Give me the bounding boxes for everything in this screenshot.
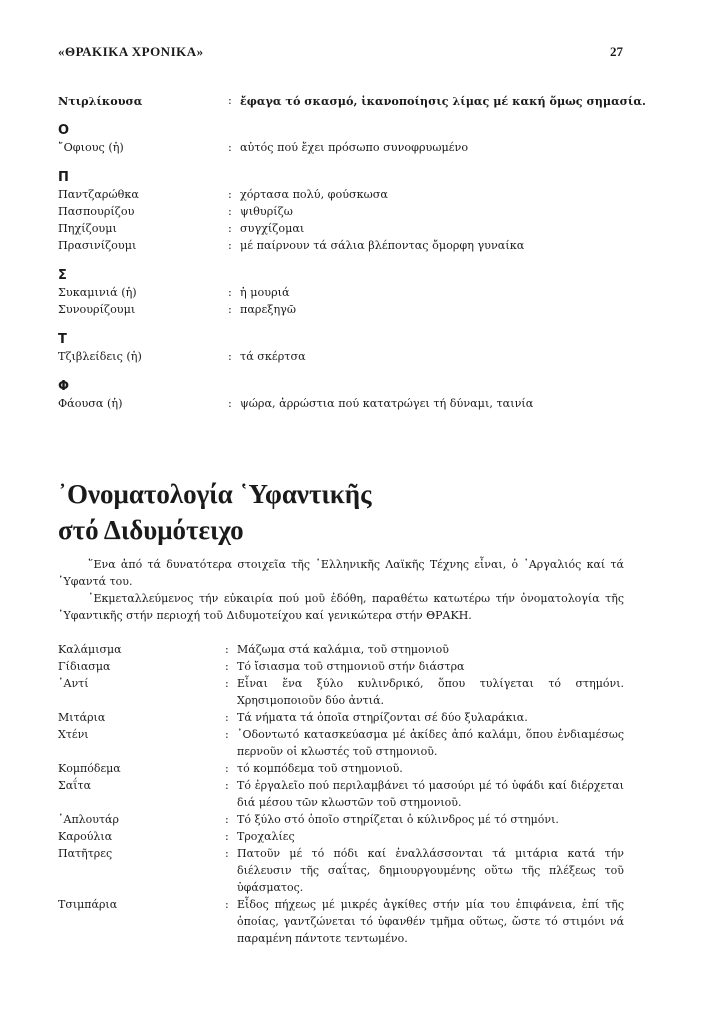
entry-term: Πρασινίζουμι bbox=[58, 239, 137, 252]
weaving-terms-list bbox=[58, 641, 624, 947]
article-intro bbox=[58, 556, 624, 624]
entry-term: Συνουρίζουμι bbox=[58, 303, 136, 316]
entry-colon: : bbox=[228, 397, 232, 410]
glossary-entry bbox=[58, 188, 628, 205]
term-definition: Τό ξύλο στό ὁποῖο στηρίζεται ὁ κύλινδρος μέ τό στημόνι. bbox=[237, 813, 559, 826]
entry-term: Φάουσα (ἡ) bbox=[58, 397, 123, 410]
term-colon: : bbox=[225, 677, 229, 690]
term-name: Σαΐτα bbox=[58, 779, 92, 792]
entry-term: Συκαμινιά (ἡ) bbox=[58, 286, 137, 299]
glossary-entry bbox=[58, 350, 628, 367]
term-colon: : bbox=[225, 779, 229, 792]
term-name: Γίδιασμα bbox=[58, 660, 111, 673]
glossary-entry bbox=[58, 222, 628, 239]
term-name: Καλάμισμα bbox=[58, 643, 122, 656]
term-entry bbox=[58, 828, 624, 845]
entry-definition: χόρτασα πολύ, φούσκωσα bbox=[240, 188, 388, 201]
term-entry bbox=[58, 658, 624, 675]
term-colon: : bbox=[225, 728, 229, 741]
term-colon: : bbox=[225, 813, 229, 826]
term-definition: ᾿Οδοντωτό κατασκεύασμα μέ ἀκίδες ἀπό καλάμι, ὅπου ἐνδιαμέσως περνοῦν οἱ κλωστές τοῦ στημονιοῦ. bbox=[237, 728, 624, 758]
entry-colon: : bbox=[228, 350, 232, 363]
term-definition: Μάζωμα στά καλάμια, τοῦ στημονιοῦ bbox=[237, 643, 449, 656]
entry-definition: μέ παίρνουν τά σάλια βλέποντας ὄμορφη γυναίκα bbox=[240, 239, 525, 252]
term-entry bbox=[58, 811, 624, 828]
entry-colon: : bbox=[228, 94, 232, 107]
term-colon: : bbox=[225, 643, 229, 656]
term-name: Μιτάρια bbox=[58, 711, 106, 724]
glossary-entry bbox=[58, 303, 628, 320]
term-definition: Εἶδος πήχεως μέ μικρές ἀγκίθες στήν μία του ἐπιφάνεια, ἐπί τῆς ὁποίας, γαντζώνεται τό ὑφανθέν τμῆμα οὕτως, ὥστε τό στιμόνι νά παραμένη πάντοτε τεντωμένο. bbox=[237, 898, 624, 945]
term-definition: Τροχαλίες bbox=[237, 830, 295, 843]
term-definition: Πατοῦν μέ τό πόδι καί ἐναλλάσσονται τά μιτάρια κατά τήν διέλευσιν τῆς σαΐτας, δημιουργουμένης οὕτω τῆς πλέξεως τοῦ ὑφάσματος. bbox=[237, 847, 624, 894]
section-letter: Τ bbox=[58, 332, 67, 347]
glossary-entry bbox=[58, 205, 628, 222]
term-name: Κομπόδεμα bbox=[58, 762, 121, 775]
entry-definition: ψιθυρίζω bbox=[240, 205, 293, 218]
term-name: Πατῆτρες bbox=[58, 847, 113, 860]
term-name: ᾿Απλουτάρ bbox=[58, 813, 119, 826]
term-name: Τσιμπάρια bbox=[58, 898, 118, 911]
term-entry bbox=[58, 709, 624, 726]
term-colon: : bbox=[225, 847, 229, 860]
entry-definition: συγχίζομαι bbox=[240, 222, 305, 235]
term-entry bbox=[58, 760, 624, 777]
entry-colon: : bbox=[228, 286, 232, 299]
term-definition: Εἶναι ἕνα ξύλο κυλινδρικό, ὅπου τυλίγεται τό στημόνι. Χρησιμοποιοῦν δύο ἀντιά. bbox=[237, 677, 624, 707]
entry-definition: αὐτός πού ἔχει πρόσωπο συνοφρυωμένο bbox=[240, 141, 469, 154]
intro-paragraph: ᾿Εκμεταλλεύμενος τήν εὐκαιρία πού μοῦ ἐδόθη, παραθέτω κατωτέρω τήν ὀνοματολογία τῆς ῾Υφαντικῆς στήν περιοχή τοῦ Διδυμοτείχου καί γενικώτερα στήν ΘΡΑΚΗ. bbox=[58, 592, 624, 622]
entry-term: Πηχίζουμι bbox=[58, 222, 117, 235]
article-heading bbox=[58, 476, 372, 548]
entry-definition: ἔφαγα τό σκασμό, ἱκανοποίησις λίμας μέ κακή ὅμως σημασία. bbox=[240, 94, 646, 108]
glossary-entry bbox=[58, 141, 628, 158]
term-name: Χτένι bbox=[58, 728, 89, 741]
term-colon: : bbox=[225, 660, 229, 673]
term-entry bbox=[58, 777, 624, 811]
entry-colon: : bbox=[228, 188, 232, 201]
entry-term: Τζιβλείδεις (ἡ) bbox=[58, 350, 142, 363]
term-entry bbox=[58, 896, 624, 947]
running-header bbox=[58, 44, 623, 62]
term-entry bbox=[58, 675, 624, 709]
glossary-top bbox=[58, 94, 646, 414]
term-entry bbox=[58, 726, 624, 760]
term-name: ᾿Αντί bbox=[58, 677, 89, 690]
section-letter: Σ bbox=[58, 268, 67, 283]
entry-colon: : bbox=[228, 205, 232, 218]
entry-term: Ντιρλίκουσα bbox=[58, 94, 143, 108]
entry-definition: τά σκέρτσα bbox=[240, 350, 306, 363]
glossary-entry bbox=[58, 397, 628, 414]
entry-term: Πασπουρίζου bbox=[58, 205, 135, 218]
term-colon: : bbox=[225, 898, 229, 911]
entry-term: ῎Οφιους (ἡ) bbox=[58, 141, 124, 154]
entry-colon: : bbox=[228, 222, 232, 235]
entry-definition: ἡ μουριά bbox=[240, 286, 290, 299]
heading-line-1: ᾿Ονοματολογία ῾Υφαντικῆς bbox=[58, 479, 372, 509]
entry-definition: ψώρα, ἀρρώστια πού κατατρώγει τή δύναμι, ταινία bbox=[240, 397, 534, 410]
term-definition: Τό ἴσιασμα τοῦ στημονιοῦ στήν διάστρα bbox=[237, 660, 465, 673]
journal-title: «ΘΡΑΚΙΚΑ ΧΡΟΝΙΚΑ» bbox=[58, 44, 204, 59]
term-entry bbox=[58, 845, 624, 896]
heading-line-2: στό Διδυμότειχο bbox=[58, 515, 244, 545]
intro-paragraph: ῞Ενα ἀπό τά δυνατότερα στοιχεῖα τῆς ῾Ελληνικῆς Λαϊκῆς Τέχνης εἶναι, ὁ ᾿Αργαλιός καί τά ῾Υφαντά του. bbox=[58, 558, 624, 588]
entry-colon: : bbox=[228, 303, 232, 316]
entry-colon: : bbox=[228, 239, 232, 252]
page-number: 27 bbox=[610, 44, 623, 59]
term-entry bbox=[58, 641, 624, 658]
section-letter: Ο bbox=[58, 123, 70, 138]
glossary-entry bbox=[58, 94, 646, 111]
entry-term: Παντζαρώθκα bbox=[58, 188, 139, 201]
glossary-entry bbox=[58, 239, 628, 256]
term-colon: : bbox=[225, 830, 229, 843]
term-definition: Τό ἐργαλεῖο πού περιλαμβάνει τό μασούρι μέ τό ὑφάδι καί διέρχεται διά μέσου τῶν κλωστῶν τοῦ στημονιοῦ. bbox=[237, 779, 624, 809]
section-letter: Π bbox=[58, 170, 69, 185]
term-definition: Τά νήματα τά ὁποῖα στηρίζονται σέ δύο ξυλαράκια. bbox=[237, 711, 528, 724]
glossary-entry bbox=[58, 286, 628, 303]
term-definition: τό κομπόδεμα τοῦ στημονιοῦ. bbox=[237, 762, 403, 775]
term-colon: : bbox=[225, 711, 229, 724]
entry-definition: παρεξηγῶ bbox=[240, 303, 296, 316]
entry-colon: : bbox=[228, 141, 232, 154]
section-letter: Φ bbox=[58, 379, 70, 394]
term-colon: : bbox=[225, 762, 229, 775]
term-name: Καρούλια bbox=[58, 830, 113, 843]
